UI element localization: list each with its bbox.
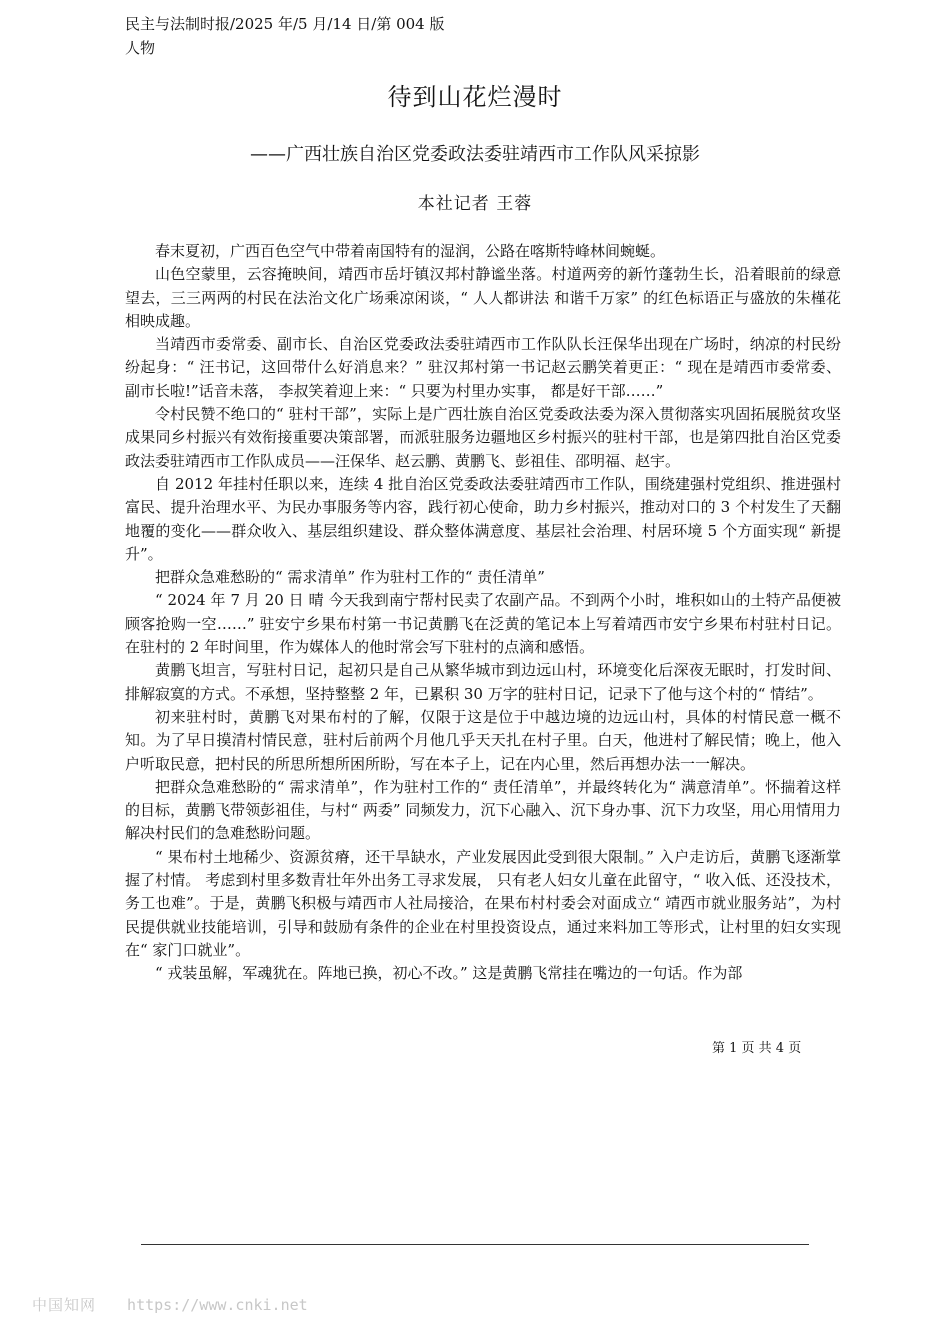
paragraph: 自 2012 年挂村任职以来，连续 4 批自治区党委政法委驻靖西市工作队，围绕建强村党组织、推进强村富民、提升治理水平、为民办事服务等内容，践行初心使命，助力乡村振兴，推动对口的 3 个村发生了天翻地覆的变化——群众收入、基层组织建设、群众整体满意度、基层社会治理、村居环境 5 个方面实现“ 新提升”。 xyxy=(125,474,841,563)
page-indicator: 第 1 页 共 4 页 xyxy=(712,1041,802,1056)
cnki-url[interactable]: https://www.cnki.net xyxy=(127,1296,308,1314)
section-heading: 把群众急难愁盼的“ 需求清单” 作为驻村工作的“ 责任清单” xyxy=(155,568,545,587)
paragraph: 黄鹏飞坦言，写驻村日记，起初只是自己从繁华城市到边远山村，环境变化后深夜无眠时，打发时间、排解寂寞的方式。不承想，坚持整整 2 年，已累积 30 万字的驻村日记，记录下了他与这个村的“ 情结”。 xyxy=(125,661,841,703)
article-title: 待到山花烂漫时 xyxy=(387,83,563,111)
paragraph: “ 戎装虽解，军魂犹在。阵地已换，初心不改。” 这是黄鹏飞常挂在嘴边的一句话。作为部 xyxy=(155,964,743,983)
footer-divider xyxy=(141,1244,809,1245)
paragraph: 令村民赞不绝口的“ 驻村干部”，实际上是广西壮族自治区党委政法委为深入贯彻落实巩固拓展脱贫攻坚成果同乡村振兴有效衔接重要决策部署，而派驻服务边疆地区乡村振兴的驻村干部，也是第四批自治区党委政法委驻靖西市工作队成员——汪保华、赵云鹏、黄鹏飞、彭祖佳、邵明福、赵宇。 xyxy=(125,405,841,470)
paragraph: 当靖西市委常委、副市长、自治区党委政法委驻靖西市工作队队长汪保华出现在广场时，纳凉的村民纷纷起身：“ 汪书记，这回带什么好消息来？” 驻汉邦村第一书记赵云鹏笑着更正：“ 现在是靖西市委常委、 副市长啦!”话音未落， 李叔笑着迎上来：“ 只要为村里办实事， 都是好干部……” xyxy=(125,335,841,400)
paragraph: 春末夏初，广西百色空气中带着南国特有的湿润，公路在喀斯特峰林间蜿蜒。 xyxy=(155,242,666,260)
footer-watermark xyxy=(32,1294,308,1315)
paragraph: “ 果布村土地稀少、资源贫瘠，还干旱缺水，产业发展因此受到很大限制。” 入户走访后，黄鹏飞逐渐掌握了村情。 考虑到村里多数青壮年外出务工寻求发展， 只有老人妇女儿童在此留守，“ 收入低、还没技术，务工也难”。于是，黄鹏飞积极与靖西市人社局接洽，在果布村村委会对面成立“ 靖西市就业服务站”，为村民提供就业技能培训，引导和鼓励有条件的企业在村里投资设点，通过来料加工等形式，让村里的妇女实现在“ 家门口就业”。 xyxy=(125,847,841,959)
paragraph: 把群众急难愁盼的“ 需求清单”，作为驻村工作的“ 责任清单”，并最终转化为“ 满意清单”。怀揣着这样的目标，黄鹏飞带领彭祖佳，与村“ 两委” 同频发力，沉下心融入、沉下身办事、沉下力攻坚，用心用情用力解决村民们的急难愁盼问题。 xyxy=(125,777,841,843)
article-subtitle: ——广西壮族自治区党委政法委驻靖西市工作队风采掠影 xyxy=(250,144,700,165)
article-author: 本社记者 王蓉 xyxy=(417,194,533,214)
source-line: 民主与法制时报/2025 年/5 月/14 日/第 004 版人物 xyxy=(125,15,445,57)
paragraph: 初来驻村时，黄鹏飞对果布村的了解，仅限于这是位于中越边境的边远山村，具体的村情民意一概不知。为了早日摸清村情民意，驻村后前两个月他几乎天天扎在村子里。白天，他进村了解民情；晚上，他入户听取民意，把村民的所思所想所困所盼，写在本子上，记在内心里，然后再想办法一一解决。 xyxy=(125,707,841,773)
paragraph: “ 2024 年 7 月 20 日 晴 今天我到南宁帮村民卖了农副产品。不到两个小时，堆积如山的土特产品便被顾客抢购一空……” 驻安宁乡果布村第一书记黄鹏飞在泛黄的笔记本上写着靖西市安宁乡果布村驻村日记。在驻村的 2 年时间里，作为媒体人的他时常会写下驻村的点滴和感悟。 xyxy=(125,591,841,657)
article-body xyxy=(125,240,841,986)
cnki-logo: 中国知网 xyxy=(32,1296,97,1314)
paragraph: 山色空蒙里，云容掩映间，靖西市岳圩镇汉邦村静谧坐落。村道两旁的新竹蓬勃生长，沿着眼前的绿意望去，三三两两的村民在法治文化广场乘凉闲谈，“ 人人都讲法 和谐千万家” 的红色标语正与盛放的朱槿花相映成趣。 xyxy=(125,265,841,330)
